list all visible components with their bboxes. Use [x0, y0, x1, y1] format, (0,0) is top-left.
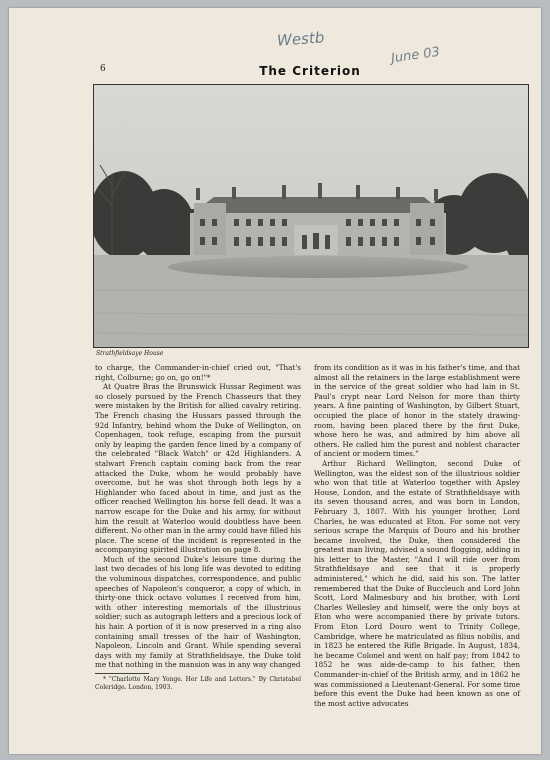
paragraph: to charge, the Commander-in-chief cried out, "That's right, Colburne; go on, go on!"*: [95, 363, 301, 382]
paragraph: from its condition as it was in his father's time, and that almost all the retainers in the large establishment were in the service of the great soldier who had lain in St. Paul's crypt near Lord Nelson for more than thirty years. A fine painting of Washington, by Gilbert Stuart, occupied the place of honor in the stately drawing-room, having been placed there by the first Duke, whose hero he was, and admired by him above all others. He called him the purest and noblest character of ancient or modern times.": [314, 363, 520, 459]
handwritten-note: Westb: [276, 28, 325, 50]
house-photograph: [93, 84, 529, 348]
page-title: The Criterion: [259, 64, 361, 78]
paragraph: At Quatre Bras the Brunswick Hussar Regiment was so closely pursued by the French Chasseurs that they were mistaken by the British for allied cavalry retiring. The French chasing the Hussars passed through the 92d Infantry, behind whom the Duke of Wellington, on Copenhagen, took refuge, escaping from the pursuit only by leaping the garden fence lined by a company of the celebrated "Black Watch" or 42d Highlanders. A stalwart French captain coming back from the rear attacked the Duke, whom he would probably have overcome, but he was shot through both legs by a Highlander who faced about in time, and just as the officer reached Wellington his horse fell dead. It was a narrow escape for the Duke and his army, for without him the result at Waterloo would doubtless have been different. No other man in the army could have filled his place. The scene of the incident is represented in the accompanying spirited illustration on page 8.: [95, 382, 301, 555]
photo-caption: Strathfieldsaye House: [96, 350, 164, 357]
paragraph: Arthur Richard Wellington, second Duke of Wellington, was the eldest son of the illustrious soldier who won that title at Waterloo together with Apsley House, London, and the estate of Strathfieldsaye with its seven thousand acres, and was born in London, February 3, 1807. With his younger brother, Lord Charles, he was educated at Eton. For some not very serious scrape the Marquis of Douro and his brother became involved, the Duke, then considered the greatest man living, advised a sound flogging, adding in his letter to the Master, "And I will ride over from Strathfieldsaye and see that it is properly administered," which he did, said his son. The latter remembered that the Duke of Buccleuch and Lord John Scott, Lord Malmesbury and his brother, with Lord Charles Wellesley and himself, were the only boys at Eton who were accompanied there by private tutors. From Eton Lord Douro went to Trinity College, Cambridge, where he matriculated as filius nobilis, and in 1823 he entered the Rifle Brigade. In August, 1834, he became Colonel and went on half pay; from 1842 to 1852 he was aide-de-camp to his father, then Commander-in-chief of the British army, and in 1862 he was commissioned a Lieutenant-General. For some time before this event the Duke had been known as one of the most active advocates: [314, 458, 520, 708]
page-number: 6: [100, 64, 106, 74]
footnote: * "Charlotte Mary Yonge. Her Life and Letters." By Christabel Coleridge. London, 1903.: [95, 676, 301, 691]
article-column-right: [314, 363, 520, 708]
footnote-rule: [95, 673, 149, 674]
photo-illustration: [94, 85, 528, 347]
handwritten-date: June 03: [390, 44, 441, 67]
article-column-left: [95, 363, 301, 691]
paragraph: Much of the second Duke's leisure time during the last two decades of his long life was devoted to editing the voluminous dispatches, correspondence, and public speeches of Napoleon's conqueror, a copy of which, in thirty-one thick octavo volumes I received from him, with other interesting memorials of the illustrious soldier; such as autograph letters and a precious lock of his hair. A portion of it is now preserved in a ring also containing small tresses of the hair of Washington, Napoleon, Lincoln and Grant. While spending several days with my family at Strathfieldsaye, the Duke told me that nothing in the mansion was in any way changed: [95, 554, 301, 670]
